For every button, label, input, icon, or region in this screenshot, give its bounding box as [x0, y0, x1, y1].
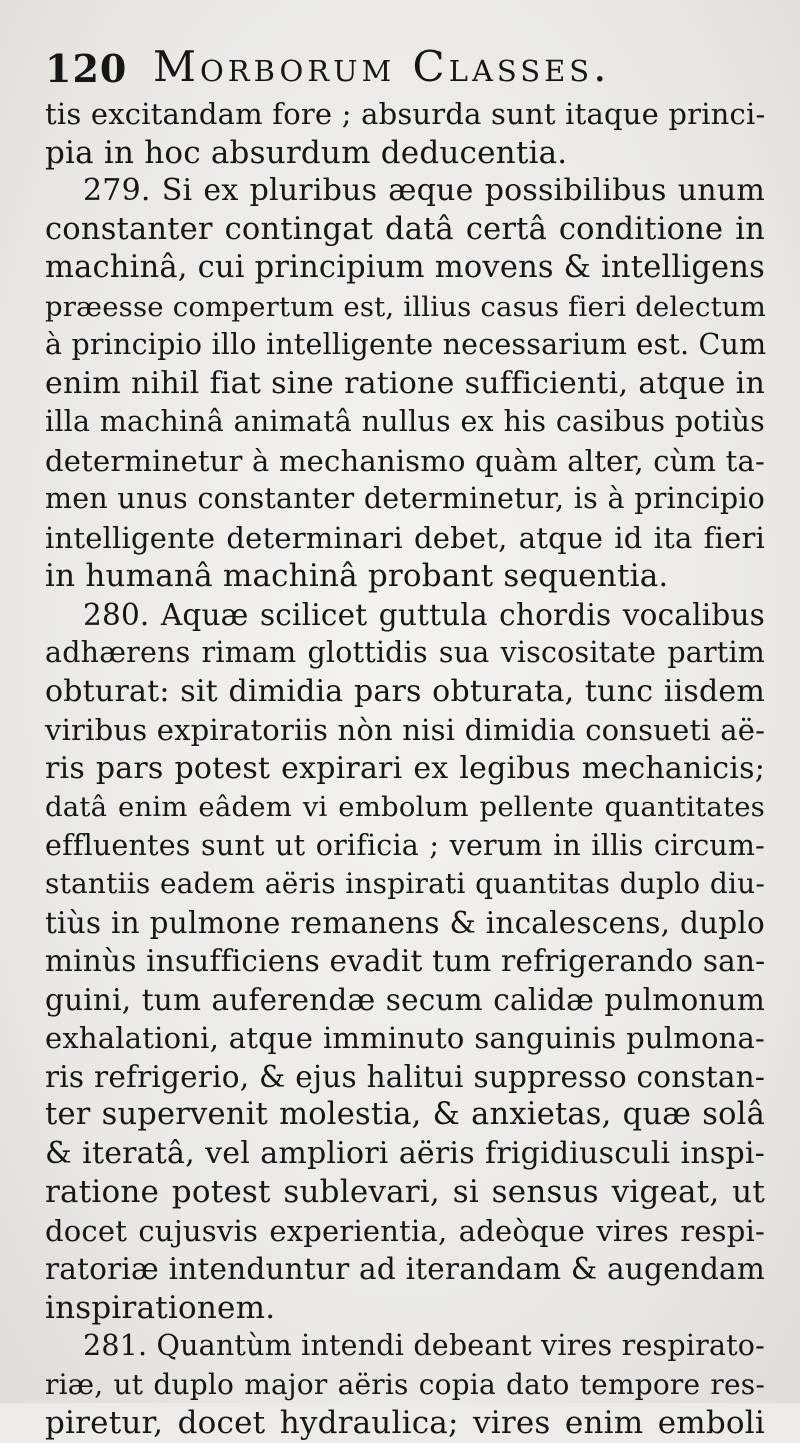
- text-line: ris refrigerio, & ejus halitui suppresso constan-: [45, 1059, 765, 1094]
- text-line: enim nihil fiat sine ratione sufficienti, atque in: [45, 365, 765, 401]
- text-line: viribus expiratoriis nòn nisi dimidia consueti aë-: [45, 713, 766, 747]
- text-line: intelligente determinari debet, atque id ita fieri: [45, 520, 765, 555]
- text-line: riæ, ut duplo major aëris copia dato tempore res-: [45, 1367, 765, 1401]
- text-line: ris pars potest expirari ex legibus mechanicis;: [45, 750, 765, 786]
- text-line: docet cujusvis experientia, adeòque vires respi-: [45, 1213, 765, 1248]
- text-line: præesse compertum est, illius casus fieri delectum: [45, 290, 767, 323]
- text-line: datâ enim eâdem vi embolum pellente quantitates: [45, 791, 765, 823]
- text-line: & iteratâ, vel ampliori aëris frigidiusculi inspi-: [45, 1135, 765, 1171]
- text-line: determinetur à mechanismo quàm alter, cùm ta-: [45, 443, 765, 478]
- text-line: stantiis eadem aëris inspirati quantitas duplo diu-: [45, 867, 765, 900]
- text-line: tiùs in pulmone remanens & incalescens, duplo: [45, 905, 765, 940]
- text-line: guini, tum auferendæ secum calidæ pulmonum: [45, 982, 765, 1017]
- running-title: Morborum Classes.: [153, 42, 611, 91]
- text-line: tis excitandam fore ; absurda sunt itaque princi-: [45, 97, 766, 131]
- text-line: 281. Quantùm intendi debeant vires respirato-: [83, 1329, 765, 1362]
- text-line: ratoriæ intenduntur ad iterandam & augendam: [45, 1252, 765, 1286]
- text-line: inspirationem.: [45, 1289, 276, 1326]
- text-line: exhalationi, atque imminuto sanguinis pulmona-: [45, 1021, 765, 1055]
- text-line: piretur, docet hydraulica; vires enim emboli: [45, 1405, 765, 1441]
- text-line: adhærens rimam glottidis sua viscositate partim: [45, 636, 765, 669]
- text-line: machinâ, cui principium movens & intelligens: [45, 250, 765, 285]
- text-line: ter supervenit molestia, & anxietas, quæ solâ: [45, 1097, 765, 1132]
- text-line: men unus constanter determinetur, is à principio: [45, 482, 765, 515]
- page-header: [45, 38, 765, 96]
- text-line: à principio illo intelligente necessarium est. Cum: [45, 328, 767, 361]
- text-line: obturat: sit dimidia pars obturata, tunc iisdem: [45, 673, 765, 709]
- text-line: effluentes sunt ut orificia ; verum in illis circum-: [45, 828, 765, 862]
- text-line: illa machinâ animatâ nullus ex his casibus potiùs: [45, 405, 765, 438]
- text-line: constanter contingat datâ certâ conditione in: [45, 211, 765, 247]
- page-number: 120: [45, 46, 128, 91]
- text-line: pia in hoc absurdum deducentia.: [45, 134, 568, 171]
- body-text: [45, 95, 765, 1443]
- text-line: minùs insufficiens evadit tum refrigerando san-: [45, 944, 766, 978]
- text-line: ratione potest sublevari, si sensus vigeat, ut: [45, 1174, 765, 1210]
- text-line: 280. Aquæ scilicet guttula chordis vocalibus: [83, 597, 765, 632]
- text-line: 279. Si ex pluribus æque possibilibus unum: [83, 173, 765, 208]
- text-line: in humanâ machinâ probant sequentia.: [45, 558, 669, 594]
